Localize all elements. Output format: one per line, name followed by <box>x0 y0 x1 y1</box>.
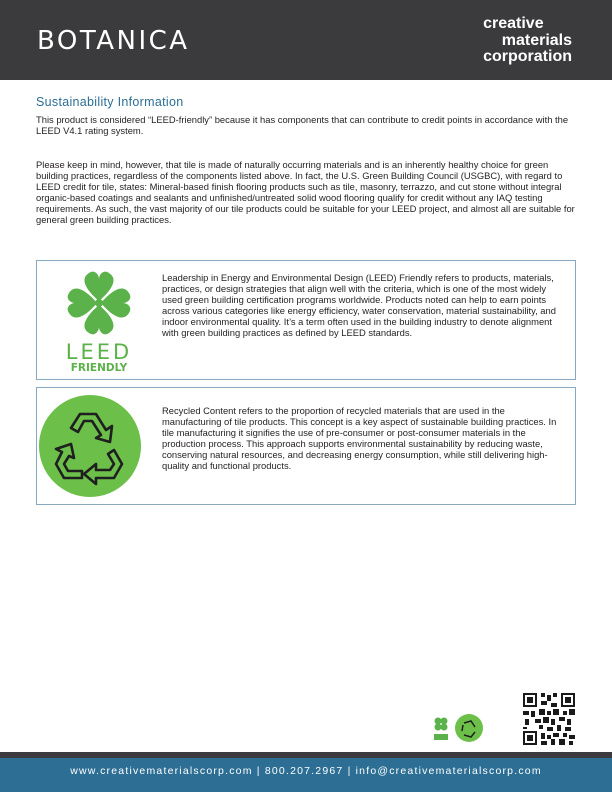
friendly-logo-word: FRIENDLY <box>70 362 128 373</box>
leed-logo-word: LEED <box>65 340 133 364</box>
leed-friendly-logo <box>59 267 139 373</box>
clover-icon <box>68 272 131 335</box>
recycle-logo <box>38 394 142 498</box>
page-footer <box>0 752 612 792</box>
leed-description: Leadership in Energy and Environmental Design (LEED) Friendly refers to products, materials, practices, or design strategies that align well with the criteria, which is one of the most widely used green building certification programs worldwide. Products noted can help to earn points across various categories like energy efficiency, water conservation, material sustainability, and indoor environmental quality. It’s a term often used in the building industry to denote alignment with green building practices as defined by LEED standards. <box>162 272 556 338</box>
footer-email[interactable]: info@creativematerialscorp.com <box>355 765 542 777</box>
leed-small-icon <box>434 718 448 741</box>
leed-friendly-box <box>36 260 576 380</box>
company-logo <box>483 16 572 66</box>
tile-paragraph: Please keep in mind, however, that tile is made of naturally occurring materials and is an inherently healthy choice for green building practices, regardless of the components listed above. In fact, the U.S. Green Building Council (USGBC), with regard to LEED credit for tile, states: Mineral-based finish flooring products such as tile, masonry, terrazzo, and cut stone without integral organic-based coatings and sealants and unfinished/untreated solid wood flooring qualify for credit without any IAQ testing requirements. As such, the vast majority of our tile products could be suitable for your LEED project, and almost all are suitable for general green building practices. <box>36 159 575 225</box>
intro-paragraph: This product is considered “LEED-friendly” because it has components that can contribute to credit points in accordance with the LEED V4.1 rating system. <box>36 114 569 136</box>
company-logo-line3: corporation <box>483 48 572 65</box>
recycle-small-icon <box>455 714 483 742</box>
recycled-content-box <box>36 387 576 505</box>
footer-contact <box>0 765 612 777</box>
recycled-description: Recycled Content refers to the proportion of recycled materials that are used in the manufacturing of tile products. This concept is a key aspect of sustainable building practices. In tile manufacturing it signifies the use of pre-consumer or post-consumer materials in the production process. This approach supports environmental sustainability by reducing waste, conserving natural resources, and decreasing energy consumption, while still delivering high-quality and functional products. <box>162 405 557 471</box>
qr-code-icon <box>523 693 575 745</box>
section-title: Sustainability Information <box>36 95 184 109</box>
footer-separator: | <box>343 765 356 777</box>
company-logo-line1: creative <box>483 15 544 32</box>
company-logo-line2: materials <box>501 31 572 49</box>
footer-badges <box>433 713 485 743</box>
footer-website[interactable]: www.creativematerialscorp.com <box>70 765 253 777</box>
footer-separator: | <box>252 765 265 777</box>
footer-divider <box>0 752 612 758</box>
page-header <box>0 0 612 80</box>
brand-name: BOTANICA <box>37 26 190 56</box>
footer-phone[interactable]: 800.207.2967 <box>264 765 344 777</box>
